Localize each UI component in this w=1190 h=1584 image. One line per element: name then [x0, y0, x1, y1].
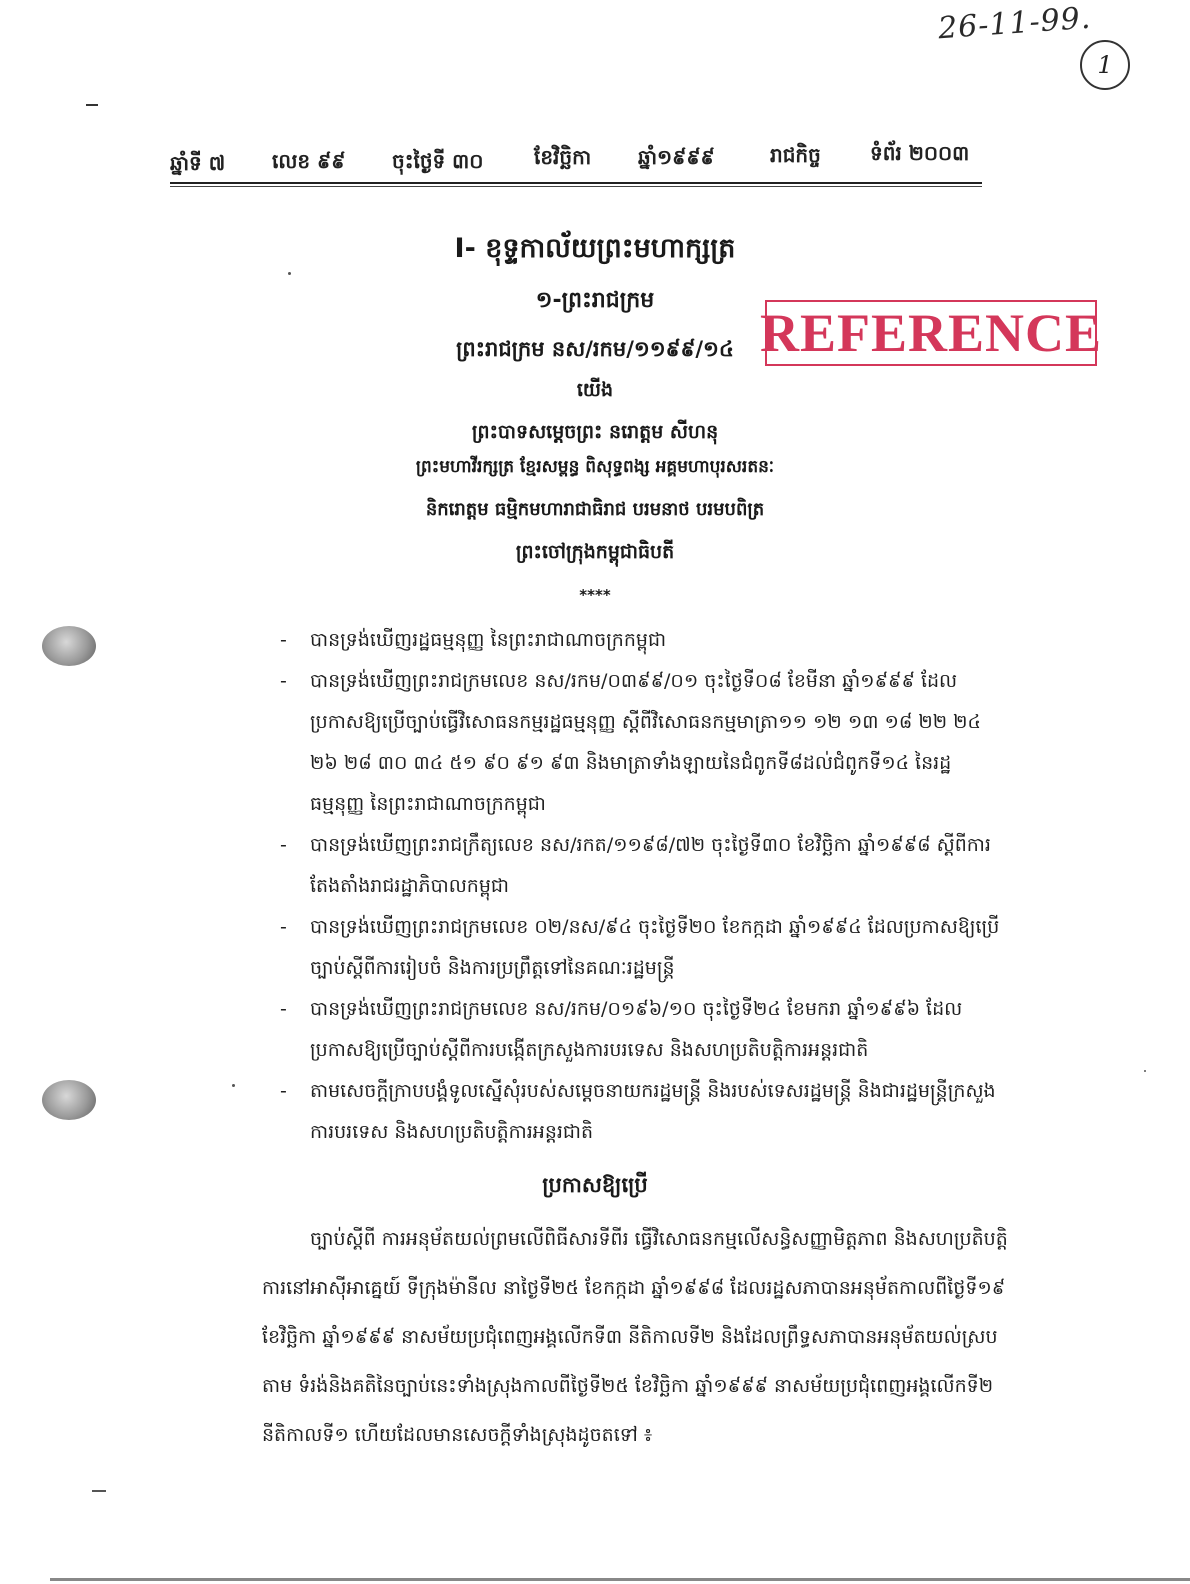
list-item: [280, 825, 1000, 907]
list-item: [280, 1071, 1000, 1153]
considerations-list: [280, 620, 1000, 1153]
header-year-ce: ឆ្នាំ១៩៩៩: [638, 145, 715, 169]
header-rule: [170, 182, 982, 184]
proclamation-heading: ប្រកាសឱ្យប្រើ: [542, 1173, 648, 1197]
margin-mark: [86, 104, 98, 106]
scan-speck: [232, 1084, 235, 1087]
list-item-text: បានទ្រង់ឃើញព្រះរាជក្រមលេខ នស/រកម/០១៩៦/១០ ចុះថ្ងៃទី២៤ ខែមករា ឆ្នាំ១៩៩៦ ដែលប្រកាសឱ្យប្រើច្បាប់ស្តីពីការបង្កើតក្រសួងការបរទេស និងសហប្រតិបត្តិការអន្តរជាតិ: [310, 998, 963, 1061]
list-item-text: បានទ្រង់ឃើញព្រះរាជក្រមលេខ នស/រកម/០៣៩៩/០១ ចុះថ្ងៃទី០៨ ខែមីនា ឆ្នាំ១៩៩៩ ដែលប្រកាសឱ្យប្រើច្បាប់ធ្វើវិសោធនកម្មរដ្ឋធម្មនុញ្ញ ស្តីពីវិសោធនកម្មមាត្រា១១ ១២ ១៣ ១៨ ២២ ២៤ ២៦ ២៨ ៣០ ៣៤ ៥១ ៩០ ៩១ ៩៣ និងមាត្រាទាំងឡាយនៃជំពូកទី៨ដល់ជំពូកទី១៤ នៃរដ្ឋធម្មនុញ្ញ នៃព្រះរាជាណាចក្រកម្ពុជា: [310, 670, 981, 815]
bullet-dash: -: [280, 1080, 287, 1102]
page-number-circle: 1: [1080, 40, 1130, 90]
king-title-line-4: ព្រះចៅក្រុងកម្ពុជាធិបតី: [515, 541, 675, 563]
chapter-title: I- ខុទ្ទកាល័យព្រះមហាក្សត្រ: [454, 233, 736, 264]
decree-number: ព្រះរាជក្រម នស/រកម/១១៩៩/១៤: [456, 337, 734, 361]
body-paragraph: ច្បាប់ស្តីពី ការអនុម័តយល់ព្រមលើពិធីសារទីពីរ ធ្វើវិសោធនកម្មលើសន្ធិសញ្ញាមិត្តភាព និងសហប្រតិបត្តិការនៅអាស៊ីអាគ្នេយ៍ ទីក្រុងម៉ានីល នាថ្ងៃទី២៥ ខែកក្កដា ឆ្នាំ១៩៩៨ ដែលរដ្ឋសភាបានអនុម័តកាលពីថ្ងៃទី១៩ ខែវិច្ឆិកា ឆ្នាំ១៩៩៩ នាសម័យប្រជុំពេញអង្គលើកទី៣ នីតិកាលទី២ និងដែលព្រឹទ្ធសភាបានអនុម័តយល់ស្របតាម ទំរង់និងគតិនៃច្បាប់នេះទាំងស្រុងកាលពីថ្ងៃទី២៥ ខែវិច្ឆិកា ឆ្នាំ១៩៩៩ នាសម័យប្រជុំពេញអង្គលើកទី២ នីតិកាលទី១ ហើយដែលមានសេចក្តីទាំងស្រុងដូចតទៅ ៖: [262, 1228, 1008, 1446]
bullet-dash: -: [280, 670, 287, 692]
header-year: ឆ្នាំទី ៧: [170, 151, 226, 175]
list-item-text: បានទ្រង់ឃើញព្រះរាជក្រមលេខ ០២/នស/៩៤ ចុះថ្ងៃទី២០ ខែកក្កដា ឆ្នាំ១៩៩៤ ដែលប្រកាសឱ្យប្រើច្បាប់ស្តីពីការរៀបចំ និងការប្រព្រឹត្តទៅនៃគណៈរដ្ឋមន្ត្រី: [310, 916, 1000, 979]
scan-speck: [1144, 1070, 1146, 1072]
list-item: [280, 620, 1000, 661]
scan-bottom-edge: [50, 1578, 1190, 1581]
we-heading: យើង: [576, 379, 614, 401]
bullet-dash: -: [280, 834, 287, 856]
list-item: [280, 989, 1000, 1071]
header-section: រាជកិច្ច: [770, 143, 821, 167]
gazette-header: [170, 140, 982, 180]
section-title: ១-ព្រះរាជក្រម: [535, 288, 655, 313]
header-page: ទំព័រ ២០០៣: [870, 141, 970, 165]
header-day: ចុះថ្ងៃទី ៣០: [392, 149, 484, 173]
bullet-dash: -: [280, 916, 287, 938]
list-item-text: បានទ្រង់ឃើញរដ្ឋធម្មនុញ្ញ នៃព្រះរាជាណាចក្រកម្ពុជា: [310, 629, 667, 651]
list-item-text: បានទ្រង់ឃើញព្រះរាជក្រឹត្យលេខ នស/រកត/១១៩៨/៧២ ចុះថ្ងៃទី៣០ ខែវិច្ឆិកា ឆ្នាំ១៩៩៨ ស្តីពីការតែងតាំងរាជរដ្ឋាភិបាលកម្ពុជា: [310, 834, 991, 897]
bullet-dash: -: [280, 629, 287, 651]
header-month: ខែវិច្ឆិកា: [534, 145, 592, 169]
king-title-line-1: ព្រះបាទសម្តេចព្រះ នរោត្តម សីហនុ: [471, 421, 719, 443]
king-title-line-2: ព្រះមហាវីរក្សត្រ ខ្មែរសម្ពន្ធ ពិសុទ្ធពង្ស អគ្គមហាបុរសរតនៈ: [415, 457, 775, 477]
handwritten-date: 26-11-99.: [936, 0, 1093, 47]
reference-stamp: REFERENCE: [765, 300, 1097, 366]
bullet-dash: -: [280, 998, 287, 1020]
stars-separator: ****: [579, 586, 611, 604]
list-item-text: តាមសេចក្តីក្រាបបង្គំទូលស្នើសុំរបស់សម្តេចនាយករដ្ឋមន្ត្រី និងរបស់ទេសរដ្ឋមន្ត្រី និងជារដ្ឋមន្ត្រីក្រសួងការបរទេស និងសហប្រតិបត្តិការអន្តរជាតិ: [310, 1080, 996, 1143]
header-rule-thin: [170, 186, 982, 187]
punch-hole-lower: [42, 1080, 96, 1120]
scan-speck: [288, 272, 291, 275]
list-item: [280, 907, 1000, 989]
list-item: [280, 661, 1000, 825]
punch-hole-upper: [42, 626, 96, 666]
king-title-line-3: និករោត្តម ធម្មិកមហារាជាធិរាជ បរមនាថ បរមបពិត្រ: [425, 499, 765, 520]
margin-mark: [92, 1490, 106, 1492]
header-issue: លេខ ៩៩: [272, 149, 346, 173]
